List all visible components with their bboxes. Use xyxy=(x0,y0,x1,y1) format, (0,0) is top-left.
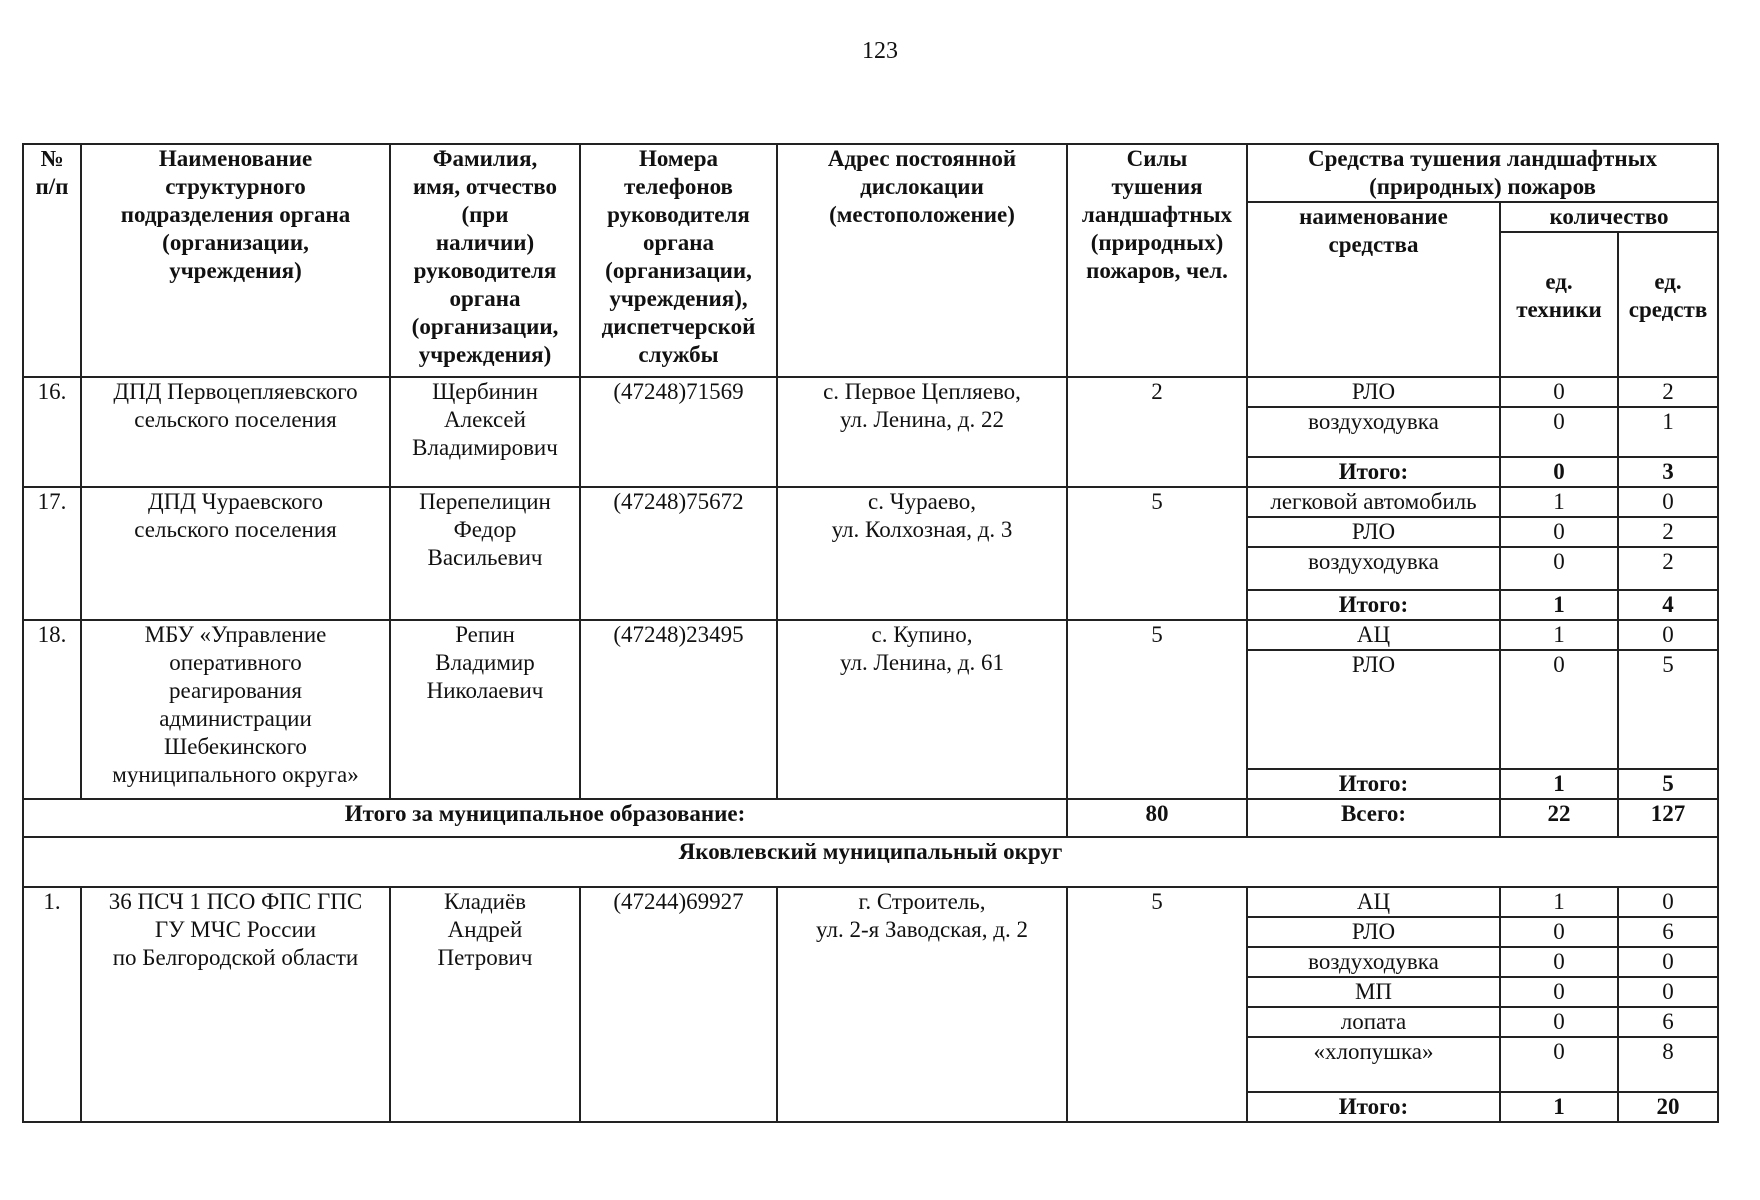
row-unit: 36 ПСЧ 1 ПСО ФПС ГПС ГУ МЧС России по Белгородской области xyxy=(81,887,390,1122)
item-tech: 0 xyxy=(1500,547,1618,590)
item-means: 1 xyxy=(1618,407,1718,457)
header-address: Адрес постоянной дислокации (местоположение) xyxy=(777,144,1067,377)
total-means: 20 xyxy=(1618,1092,1718,1122)
item-means: 6 xyxy=(1618,1007,1718,1037)
item-name: РЛО xyxy=(1247,377,1500,407)
header-quantity: количество xyxy=(1500,202,1718,232)
item-name: АЦ xyxy=(1247,887,1500,917)
municipal-total-row xyxy=(23,799,1718,837)
row-phone: (47248)71569 xyxy=(580,377,777,487)
item-means: 6 xyxy=(1618,917,1718,947)
item-name: лопата xyxy=(1247,1007,1500,1037)
item-means: 2 xyxy=(1618,547,1718,590)
row-unit: ДПД Чураевского сельского поселения xyxy=(81,487,390,620)
total-label: Итого: xyxy=(1247,590,1500,620)
item-means: 2 xyxy=(1618,517,1718,547)
page-number: 123 xyxy=(862,38,898,64)
item-tech: 1 xyxy=(1500,487,1618,517)
row-address: с. Первое Цепляево, ул. Ленина, д. 22 xyxy=(777,377,1067,487)
row-unit: МБУ «Управление оперативного реагирования администрации Шебекинского муниципального округа» xyxy=(81,620,390,799)
item-means: 8 xyxy=(1618,1037,1718,1092)
item-name: воздуходувка xyxy=(1247,947,1500,977)
item-name: РЛО xyxy=(1247,917,1500,947)
row-phone: (47248)23495 xyxy=(580,620,777,799)
item-means: 0 xyxy=(1618,620,1718,650)
item-tech: 0 xyxy=(1500,407,1618,457)
header-means-name: наименование средства xyxy=(1247,202,1500,377)
item-tech: 0 xyxy=(1500,977,1618,1007)
item-tech: 0 xyxy=(1500,1007,1618,1037)
row-head: Репин Владимир Николаевич xyxy=(390,620,580,799)
item-name: РЛО xyxy=(1247,517,1500,547)
item-means: 0 xyxy=(1618,977,1718,1007)
item-tech: 0 xyxy=(1500,377,1618,407)
item-name: воздуходувка xyxy=(1247,407,1500,457)
header-qty-means: ед. средств xyxy=(1618,268,1718,377)
total-label: Итого: xyxy=(1247,1092,1500,1122)
row-head: Кладиёв Андрей Петрович xyxy=(390,887,580,1122)
municipal-total-all-label: Всего: xyxy=(1247,799,1500,837)
item-tech: 1 xyxy=(1500,887,1618,917)
section-row xyxy=(23,837,1718,887)
municipal-total-tech: 22 xyxy=(1500,799,1618,837)
item-means: 0 xyxy=(1618,887,1718,917)
total-tech: 1 xyxy=(1500,769,1618,799)
row-head: Перепелицин Федор Васильевич xyxy=(390,487,580,620)
total-means: 3 xyxy=(1618,457,1718,487)
item-name: РЛО xyxy=(1247,650,1500,769)
item-means: 2 xyxy=(1618,377,1718,407)
row-address: с. Чураево, ул. Колхозная, д. 3 xyxy=(777,487,1067,620)
header-qty-tech: ед. техники xyxy=(1500,268,1618,377)
header-head: Фамилия, имя, отчество (при наличии) руководителя органа (организации, учреждения) xyxy=(390,144,580,377)
header-forces: Силы тушения ландшафтных (природных) пожаров, чел. xyxy=(1067,144,1247,377)
header-spacer xyxy=(1500,232,1618,268)
municipal-total-means: 127 xyxy=(1618,799,1718,837)
item-means: 0 xyxy=(1618,487,1718,517)
row-head: Щербинин Алексей Владимирович xyxy=(390,377,580,487)
item-name: АЦ xyxy=(1247,620,1500,650)
fire-resources-table xyxy=(22,143,1719,1123)
total-tech: 0 xyxy=(1500,457,1618,487)
row-forces: 2 xyxy=(1067,377,1247,487)
item-tech: 0 xyxy=(1500,1037,1618,1092)
total-means: 4 xyxy=(1618,590,1718,620)
item-name: воздуходувка xyxy=(1247,547,1500,590)
row-forces: 5 xyxy=(1067,487,1247,620)
table-row xyxy=(23,887,1718,917)
item-name: «хлопушка» xyxy=(1247,1037,1500,1092)
item-tech: 0 xyxy=(1500,947,1618,977)
municipal-total-forces: 80 xyxy=(1067,799,1247,837)
header-num: № п/п xyxy=(23,144,81,377)
item-means: 5 xyxy=(1618,650,1718,769)
header-phones: Номера телефонов руководителя органа (организации, учреждения), диспетчерской службы xyxy=(580,144,777,377)
municipal-total-label: Итого за муниципальное образование: xyxy=(23,799,1067,837)
total-label: Итого: xyxy=(1247,769,1500,799)
section-title: Яковлевский муниципальный округ xyxy=(23,837,1718,887)
item-tech: 0 xyxy=(1500,650,1618,769)
row-num: 1. xyxy=(23,887,81,1122)
row-num: 18. xyxy=(23,620,81,799)
item-name: МП xyxy=(1247,977,1500,1007)
header-means: Средства тушения ландшафтных (природных) пожаров xyxy=(1247,144,1718,202)
row-forces: 5 xyxy=(1067,620,1247,799)
table-row xyxy=(23,377,1718,407)
item-means: 0 xyxy=(1618,947,1718,977)
row-phone: (47244)69927 xyxy=(580,887,777,1122)
row-num: 17. xyxy=(23,487,81,620)
row-num: 16. xyxy=(23,377,81,487)
row-forces: 5 xyxy=(1067,887,1247,1122)
item-tech: 0 xyxy=(1500,917,1618,947)
row-address: г. Строитель, ул. 2-я Заводская, д. 2 xyxy=(777,887,1067,1122)
row-address: с. Купино, ул. Ленина, д. 61 xyxy=(777,620,1067,799)
table-row xyxy=(23,620,1718,650)
row-unit: ДПД Первоцепляевского сельского поселения xyxy=(81,377,390,487)
item-name: легковой автомобиль xyxy=(1247,487,1500,517)
document-sheet xyxy=(22,143,1719,1123)
total-tech: 1 xyxy=(1500,590,1618,620)
row-phone: (47248)75672 xyxy=(580,487,777,620)
header-unit: Наименование структурного подразделения органа (организации, учреждения) xyxy=(81,144,390,377)
item-tech: 0 xyxy=(1500,517,1618,547)
item-tech: 1 xyxy=(1500,620,1618,650)
table-row xyxy=(23,487,1718,517)
total-means: 5 xyxy=(1618,769,1718,799)
total-tech: 1 xyxy=(1500,1092,1618,1122)
total-label: Итого: xyxy=(1247,457,1500,487)
header-spacer xyxy=(1618,232,1718,268)
